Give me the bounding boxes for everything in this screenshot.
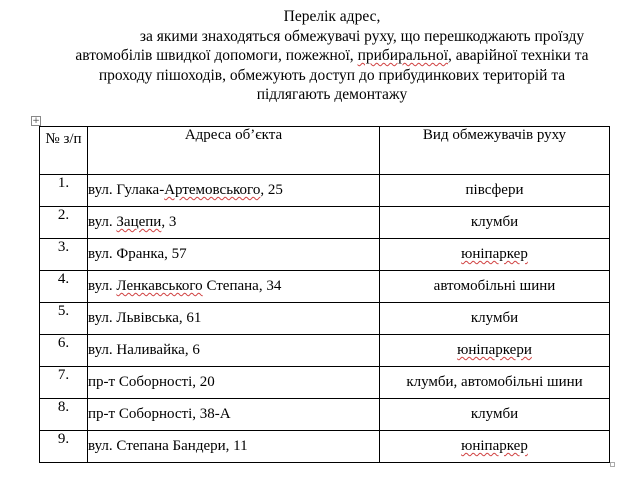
address-table bbox=[39, 126, 610, 463]
address-text: пр-т Соборності, 20 bbox=[88, 374, 215, 390]
header-number: № з/п bbox=[40, 127, 88, 175]
document-title bbox=[40, 7, 624, 105]
row-number: 1. bbox=[40, 175, 88, 207]
row-restriction-type bbox=[380, 399, 610, 431]
table-row bbox=[40, 303, 610, 335]
row-restriction-type bbox=[380, 207, 610, 239]
title-line-3-end: , аварійної техніки та bbox=[448, 47, 589, 64]
address-misspelled-word: Зацепи bbox=[116, 214, 162, 230]
row-address bbox=[88, 431, 380, 463]
row-address bbox=[88, 239, 380, 271]
address-suffix: Степана, 34 bbox=[202, 278, 282, 294]
row-number: 2. bbox=[40, 207, 88, 239]
header-restriction-type: Вид обмежувачів руху bbox=[380, 127, 610, 175]
table-row bbox=[40, 207, 610, 239]
title-line-3-start: автомобілів швидкої допомоги, пожежної, bbox=[75, 47, 358, 64]
address-text: вул. Наливайка, 6 bbox=[88, 342, 200, 358]
restriction-type-misspelled-word: юніпаркер bbox=[461, 438, 528, 454]
restriction-type-misspelled-word: юніпаркер bbox=[461, 246, 528, 262]
restriction-type-text: автомобільні шини bbox=[433, 278, 556, 294]
address-text: вул. Франка, 57 bbox=[88, 246, 187, 262]
address-text: вул. Гулака- bbox=[88, 182, 165, 198]
restriction-type-misspelled-word: юніпаркери bbox=[457, 342, 532, 358]
address-text: вул. bbox=[88, 278, 117, 294]
table-header-row bbox=[40, 127, 610, 175]
restriction-type-text: клумби, автомобільні шини bbox=[406, 374, 583, 390]
row-restriction-type bbox=[380, 367, 610, 399]
table-row bbox=[40, 271, 610, 303]
row-number: 8. bbox=[40, 399, 88, 431]
row-restriction-type bbox=[380, 303, 610, 335]
restriction-type-text: клумби bbox=[470, 406, 519, 422]
row-restriction-type bbox=[380, 175, 610, 207]
row-address bbox=[88, 367, 380, 399]
row-number: 5. bbox=[40, 303, 88, 335]
end-of-cell-icon bbox=[610, 462, 615, 467]
address-misspelled-word: Ленкавського bbox=[116, 278, 203, 294]
address-suffix: , 3 bbox=[161, 214, 177, 230]
title-line-3-misspelled-word: прибиральної bbox=[357, 47, 449, 64]
table-row bbox=[40, 367, 610, 399]
address-text: вул. bbox=[88, 214, 117, 230]
address-text: вул. Львівська, 61 bbox=[88, 310, 202, 326]
table-move-handle-icon[interactable]: + bbox=[32, 116, 40, 126]
title-line-1: Перелік адрес, bbox=[283, 8, 381, 25]
restriction-type-text: клумби bbox=[470, 214, 519, 230]
address-text: пр-т Соборності, 38-А bbox=[88, 406, 231, 422]
table-row bbox=[40, 175, 610, 207]
header-address: Адреса об’єкта bbox=[88, 127, 380, 175]
row-number: 7. bbox=[40, 367, 88, 399]
table-row bbox=[40, 431, 610, 463]
row-restriction-type bbox=[380, 335, 610, 367]
row-restriction-type bbox=[380, 239, 610, 271]
row-address bbox=[88, 175, 380, 207]
row-address bbox=[88, 271, 380, 303]
row-number: 9. bbox=[40, 431, 88, 463]
table-row bbox=[40, 239, 610, 271]
title-line-2: за якими знаходяться обмежувачі руху, що перешкоджають проїзду bbox=[139, 27, 585, 45]
title-line-3 bbox=[40, 46, 624, 66]
row-number: 6. bbox=[40, 335, 88, 367]
row-restriction-type bbox=[380, 271, 610, 303]
address-text: вул. Степана Бандери, 11 bbox=[88, 438, 248, 454]
row-address bbox=[88, 303, 380, 335]
row-address bbox=[88, 207, 380, 239]
row-number: 3. bbox=[40, 239, 88, 271]
address-suffix: , 25 bbox=[260, 182, 283, 198]
row-restriction-type bbox=[380, 431, 610, 463]
row-address bbox=[88, 399, 380, 431]
restriction-type-text: клумби bbox=[470, 310, 519, 326]
row-address bbox=[88, 335, 380, 367]
row-number: 4. bbox=[40, 271, 88, 303]
title-line-4: проходу пішоходів, обмежують доступ до прибудинкових територій та bbox=[98, 66, 566, 84]
table-row bbox=[40, 335, 610, 367]
address-misspelled-word: Артемовського bbox=[164, 182, 261, 198]
table-row bbox=[40, 399, 610, 431]
title-line-5: підлягають демонтажу bbox=[256, 86, 408, 103]
restriction-type-text: півсфери bbox=[465, 182, 524, 198]
